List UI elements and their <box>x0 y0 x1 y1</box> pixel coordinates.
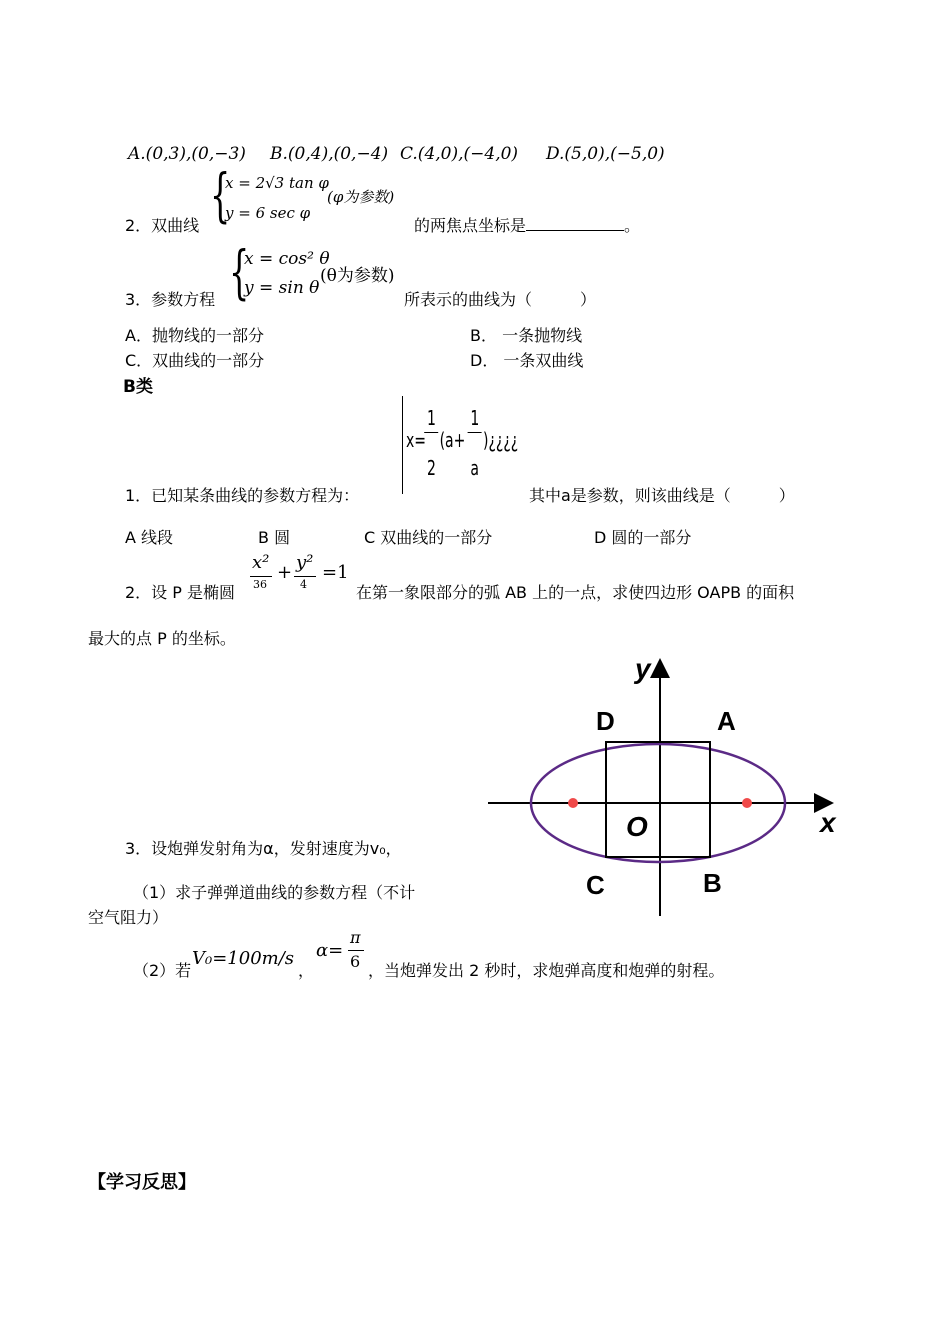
b1-brace <box>402 396 405 494</box>
q2-param-note: (φ为参数) <box>327 188 395 206</box>
b2-suffix: 在第一象限部分的弧 AB 上的一点，求使四边形 OAPB 的面积 <box>356 583 795 602</box>
q2-eq2: y = 6 sec φ <box>225 204 311 222</box>
b3-alpha: α= π 6 <box>316 928 368 978</box>
b3-line4-suffix: ，当炮弹发出 2 秒时，求炮弹高度和炮弹的射程。 <box>368 961 725 980</box>
option-c-prev: C.(4,0),(−4,0) <box>400 144 519 164</box>
q3-prefix: 3．参数方程 <box>125 290 216 309</box>
focus-right <box>742 798 752 808</box>
label-a: A <box>717 706 736 736</box>
label-d: D <box>596 706 615 736</box>
q3-option-d: D． 一条双曲线 <box>470 351 584 370</box>
q3-option-c: C．双曲线的一部分 <box>125 351 265 370</box>
q3-eq2: y = sin θ <box>244 278 320 298</box>
section-b-heading: B类 <box>123 377 153 397</box>
answer-blank[interactable] <box>526 216 624 231</box>
b1-suffix: 其中a是参数，则该曲线是（ ） <box>529 486 795 505</box>
b2-ellipse-equation: x² 36 + y² 4 =1 <box>252 552 349 591</box>
rectangle-abcd <box>606 742 710 857</box>
q3-option-a: A．抛物线的一部分 <box>125 326 264 345</box>
b1-option-c: C 双曲线的一部分 <box>364 528 493 547</box>
option-b-prev: B.(0,4),(0,−4) <box>270 144 389 164</box>
q3-suffix: 所表示的曲线为（ ） <box>404 290 597 309</box>
b1-prefix: 1．已知某条曲线的参数方程为： <box>125 486 360 505</box>
q3-brace: { <box>229 238 250 306</box>
b3-comma: ， <box>298 961 315 980</box>
label-x: x <box>820 807 836 838</box>
q3-eq1: x = cos² θ <box>244 249 330 269</box>
q2-suffix: 的两焦点坐标是 。 <box>414 216 641 235</box>
label-y: y <box>635 653 651 684</box>
b3-line3: 空气阻力） <box>88 908 169 927</box>
q2-brace: { <box>210 161 231 229</box>
label-c: C <box>586 870 605 900</box>
label-b: B <box>703 868 722 898</box>
q2-prefix: 2．双曲线 <box>125 216 200 235</box>
b1-option-b: B 圆 <box>258 528 291 547</box>
reflection-heading: 【学习反思】 <box>88 1172 196 1193</box>
ellipse-figure <box>480 640 860 925</box>
b3-line1: 3．设炮弹发射角为α，发射速度为v₀， <box>125 839 402 858</box>
b1-option-a: A 线段 <box>125 528 174 547</box>
q3-param-note: (θ为参数) <box>320 266 395 286</box>
option-a-prev: A.(0,3),(0,−3) <box>128 144 246 164</box>
option-d-prev: D.(5,0),(−5,0) <box>546 144 665 164</box>
label-o: O <box>626 811 648 842</box>
b2-line2: 最大的点 P 的坐标。 <box>88 629 236 648</box>
q2-eq1: x = 2√3 tan φ <box>225 174 329 192</box>
b1-option-d: D 圆的一部分 <box>594 528 692 547</box>
focus-left <box>568 798 578 808</box>
b3-line2: （1）求子弹弹道曲线的参数方程（不计 <box>133 883 416 902</box>
q3-option-b: B． 一条抛物线 <box>470 326 583 345</box>
b3-line4-prefix: （2）若 <box>133 961 192 980</box>
b3-v0: V₀=100m/s <box>192 948 295 969</box>
b2-prefix: 2．设 P 是椭圆 <box>125 583 236 602</box>
